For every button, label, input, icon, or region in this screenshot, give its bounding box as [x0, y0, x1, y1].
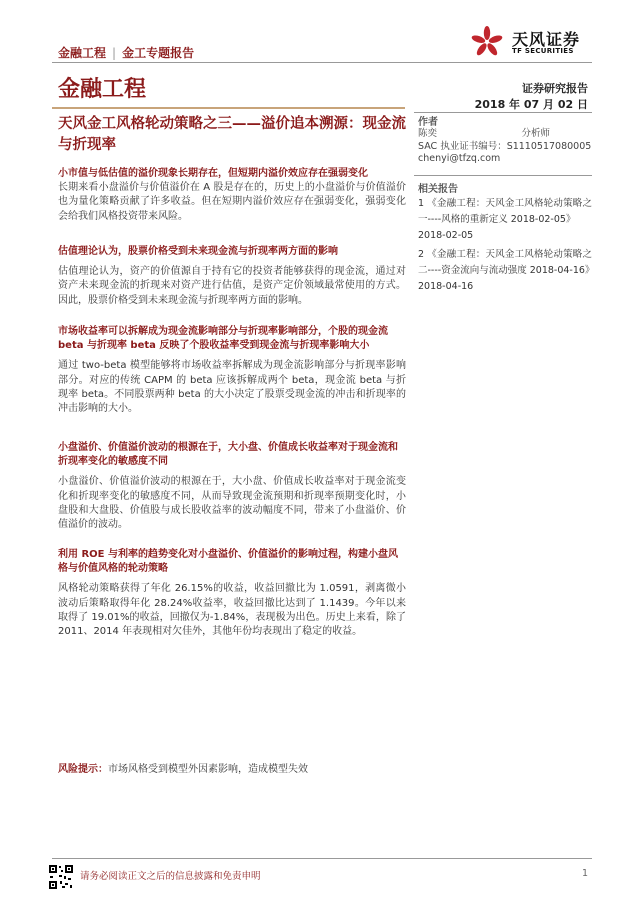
section-1	[58, 167, 406, 224]
author-role: 分析师	[521, 128, 550, 139]
author-label: 作者	[418, 117, 438, 128]
section-1-body: 长期来看小盘溢价与价值溢价在 A 股是存在的，历史上的小盘溢价与价值溢价也为量化策略贡献了许多收益。但在短期内溢价效应存在强弱变化，强弱变化会给我们风格投资带来风险。	[58, 182, 406, 222]
section-4-heading: 小盘溢价、价值溢价波动的根源在于，大小盘、价值成长收益率对于现金流和折现率变化的敏感度不同	[58, 442, 398, 468]
breadcrumb-separator: |	[112, 46, 117, 60]
report-type: 证券研究报告	[522, 82, 588, 95]
section-5-body: 风格轮动策略获得了年化 26.15%的收益，收益回撤比为 1.0591，剥离微小波动后策略取得年化 28.24%收益率，收益回撤比达到了 1.1439。今年以来取得了 19.01%的收益，回撤仅为-1.84%，表现极为出色。历史上来看，除了 2011、2014 年表现相对欠佳外，其他年份均表现出了稳定的收益。	[58, 583, 406, 638]
section-5-heading: 利用 ROE 与利率的趋势变化对小盘溢价、价值溢价的影响过程，构建小盘风格与价值风格的轮动策略	[58, 549, 398, 575]
footer-divider	[52, 858, 592, 859]
author-license: SAC 执业证书编号：S1110517080005	[418, 140, 592, 152]
related-report-1-title[interactable]: 1 《金融工程：天风金工风格轮动策略之一----风格的重新定义 2018-02-05》	[418, 198, 592, 225]
section-3-body: 通过 two-beta 模型能够将市场收益率拆解成为现金流影响部分与折现率影响部分。对应的传统 CAPM 的 beta 应该拆解成两个 beta，现金流 beta 与折现率 beta。不同股票两种 beta 的大小决定了股票受现金流的冲击和折现率的冲击影响的大小。	[58, 360, 406, 415]
related-report-2-title[interactable]: 2 《金融工程：天风金工风格轮动策略之二----资金流向与流动强度 2018-04-16》	[418, 249, 595, 276]
logo-subtitle: TF SECURITIES	[512, 47, 574, 55]
section-2	[58, 245, 406, 308]
author-block	[418, 128, 592, 166]
header-divider	[52, 62, 592, 63]
related-report-1-date: 2018-02-05	[418, 230, 474, 241]
author-name: 陈奕	[418, 128, 438, 139]
section-4	[58, 441, 406, 532]
page-number: 1	[581, 868, 588, 879]
logo-name: 天风证券	[512, 30, 581, 49]
title-divider	[52, 107, 405, 109]
related-report-2[interactable]	[418, 247, 595, 295]
qr-code-icon	[48, 864, 74, 890]
section-1-heading: 小市值与低估值的溢价现象长期存在，但短期内溢价效应存在强弱变化	[58, 168, 368, 179]
section-3	[58, 325, 406, 416]
risk-label: 风险提示：	[58, 764, 108, 775]
sidebar-divider	[414, 112, 592, 113]
related-reports-label: 相关报告	[418, 184, 458, 195]
author-email[interactable]: chenyi@tfzq.com	[418, 153, 501, 164]
section-2-heading: 估值理论认为，股票价格受到未来现金流与折现率两方面的影响	[58, 246, 338, 257]
section-2-body: 估值理论认为，资产的价值源自于持有它的投资者能够获得的现金流，通过对资产未来现金流的折现来对资产进行估值，是资产定价领域最常使用的方式。因此，股票价格受到未来现金流与折现率两方面的影响。	[58, 266, 406, 306]
related-report-1[interactable]	[418, 196, 592, 244]
breadcrumb-category: 金融工程	[58, 46, 107, 60]
report-date: 2018 年 07 月 02 日	[474, 98, 588, 111]
related-divider	[414, 175, 592, 176]
risk-text: 市场风格受到模型外因素影响，造成模型失效	[108, 764, 308, 775]
section-3-heading: 市场收益率可以拆解成为现金流影响部分与折现率影响部分，个股的现金流 beta 与折现率 beta 反映了个股收益率受到现金流与折现率影响大小	[58, 326, 388, 352]
breadcrumb	[58, 44, 194, 61]
page-category-title: 金融工程	[58, 77, 147, 102]
risk-warning	[58, 760, 308, 775]
disclaimer-text: 请务必阅读正文之后的信息披露和免责申明	[80, 871, 261, 882]
section-5	[58, 548, 406, 639]
section-4-body: 小盘溢价、价值溢价波动的根源在于，大小盘、价值成长收益率对于现金流变化和折现率变化的敏感度不同，从而导致现金流预期和折现率预期变化时，小盘股和大盘股、价值股与成长股收益率的波动幅度不同，带来了小盘溢价、价值溢价的波动。	[58, 476, 406, 531]
related-report-2-date: 2018-04-16	[418, 281, 474, 292]
breadcrumb-report-type: 金工专题报告	[122, 46, 195, 60]
report-subtitle: 天风金工风格轮动策略之三——溢价追本溯源：现金流与折现率	[58, 116, 406, 153]
